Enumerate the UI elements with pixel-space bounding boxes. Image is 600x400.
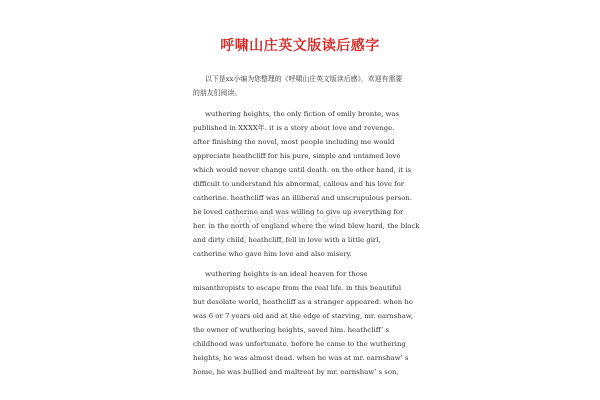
paragraph-line: childhood was unfortunate. before he came to the wuthering — [193, 340, 406, 348]
paragraph-line: published in XXXX年. it is a story about love and revenge. — [193, 124, 395, 132]
watermark: www.bdocx.com — [232, 212, 343, 226]
paragraph-line: the owner of wuthering heights, saved him. heathcliff’ s — [193, 326, 390, 334]
paragraph-line: and dirty child, heathcliff, fell in love with a little girl, — [193, 236, 381, 244]
paragraph-line: which would never change until death. on the other hand, it is — [193, 166, 412, 174]
paragraph-line: heights, he was almost dead. when he was at mr. earnshaw’ s — [193, 354, 409, 362]
paragraph-line: he loved catherine and was willing to give up everything for — [193, 208, 404, 216]
paragraph-line: home, he was bullied and maltreat by mr. earnshaw’ s son, — [193, 368, 399, 376]
paragraph-line: was 6 or 7 years old and at the edge of starving, mr. earnshaw, — [193, 312, 414, 320]
document-title: 呼啸山庄英文版读后感字 — [220, 38, 380, 54]
paragraph-line: after finishing the novel, most people including me would — [193, 138, 395, 146]
intro-line: 以下是xx小编为您整理的《呼啸山庄英文版读后感》，欢迎有需要 — [205, 75, 403, 83]
paragraph-line: her. in the north of england where the wind blew hard, the black — [193, 222, 420, 230]
paragraph-line: catherine who gave him love and also misery. — [193, 250, 352, 258]
paragraph-line: appreciate heathcliff for his pure, simple and untamed love — [193, 152, 401, 160]
paragraph-line: misanthropists to escape from the real life. in this beautiful — [193, 284, 402, 292]
paragraph-line: wuthering heights is an ideal heaven for those — [205, 270, 368, 278]
paragraph-line: catherine. heathcliff was an illiberal and unscrupulous person. — [193, 194, 413, 202]
intro-line: 的朋友们阅读。 — [193, 89, 242, 97]
paragraph-line: wuthering heights, the only fiction of emily bronte, was — [205, 110, 400, 118]
paragraph-line: difficult to understand his abnormal, callous and his love for — [193, 180, 405, 188]
paragraph-line: but desolate world, heathcliff as a stranger appeared. when he — [193, 298, 413, 306]
